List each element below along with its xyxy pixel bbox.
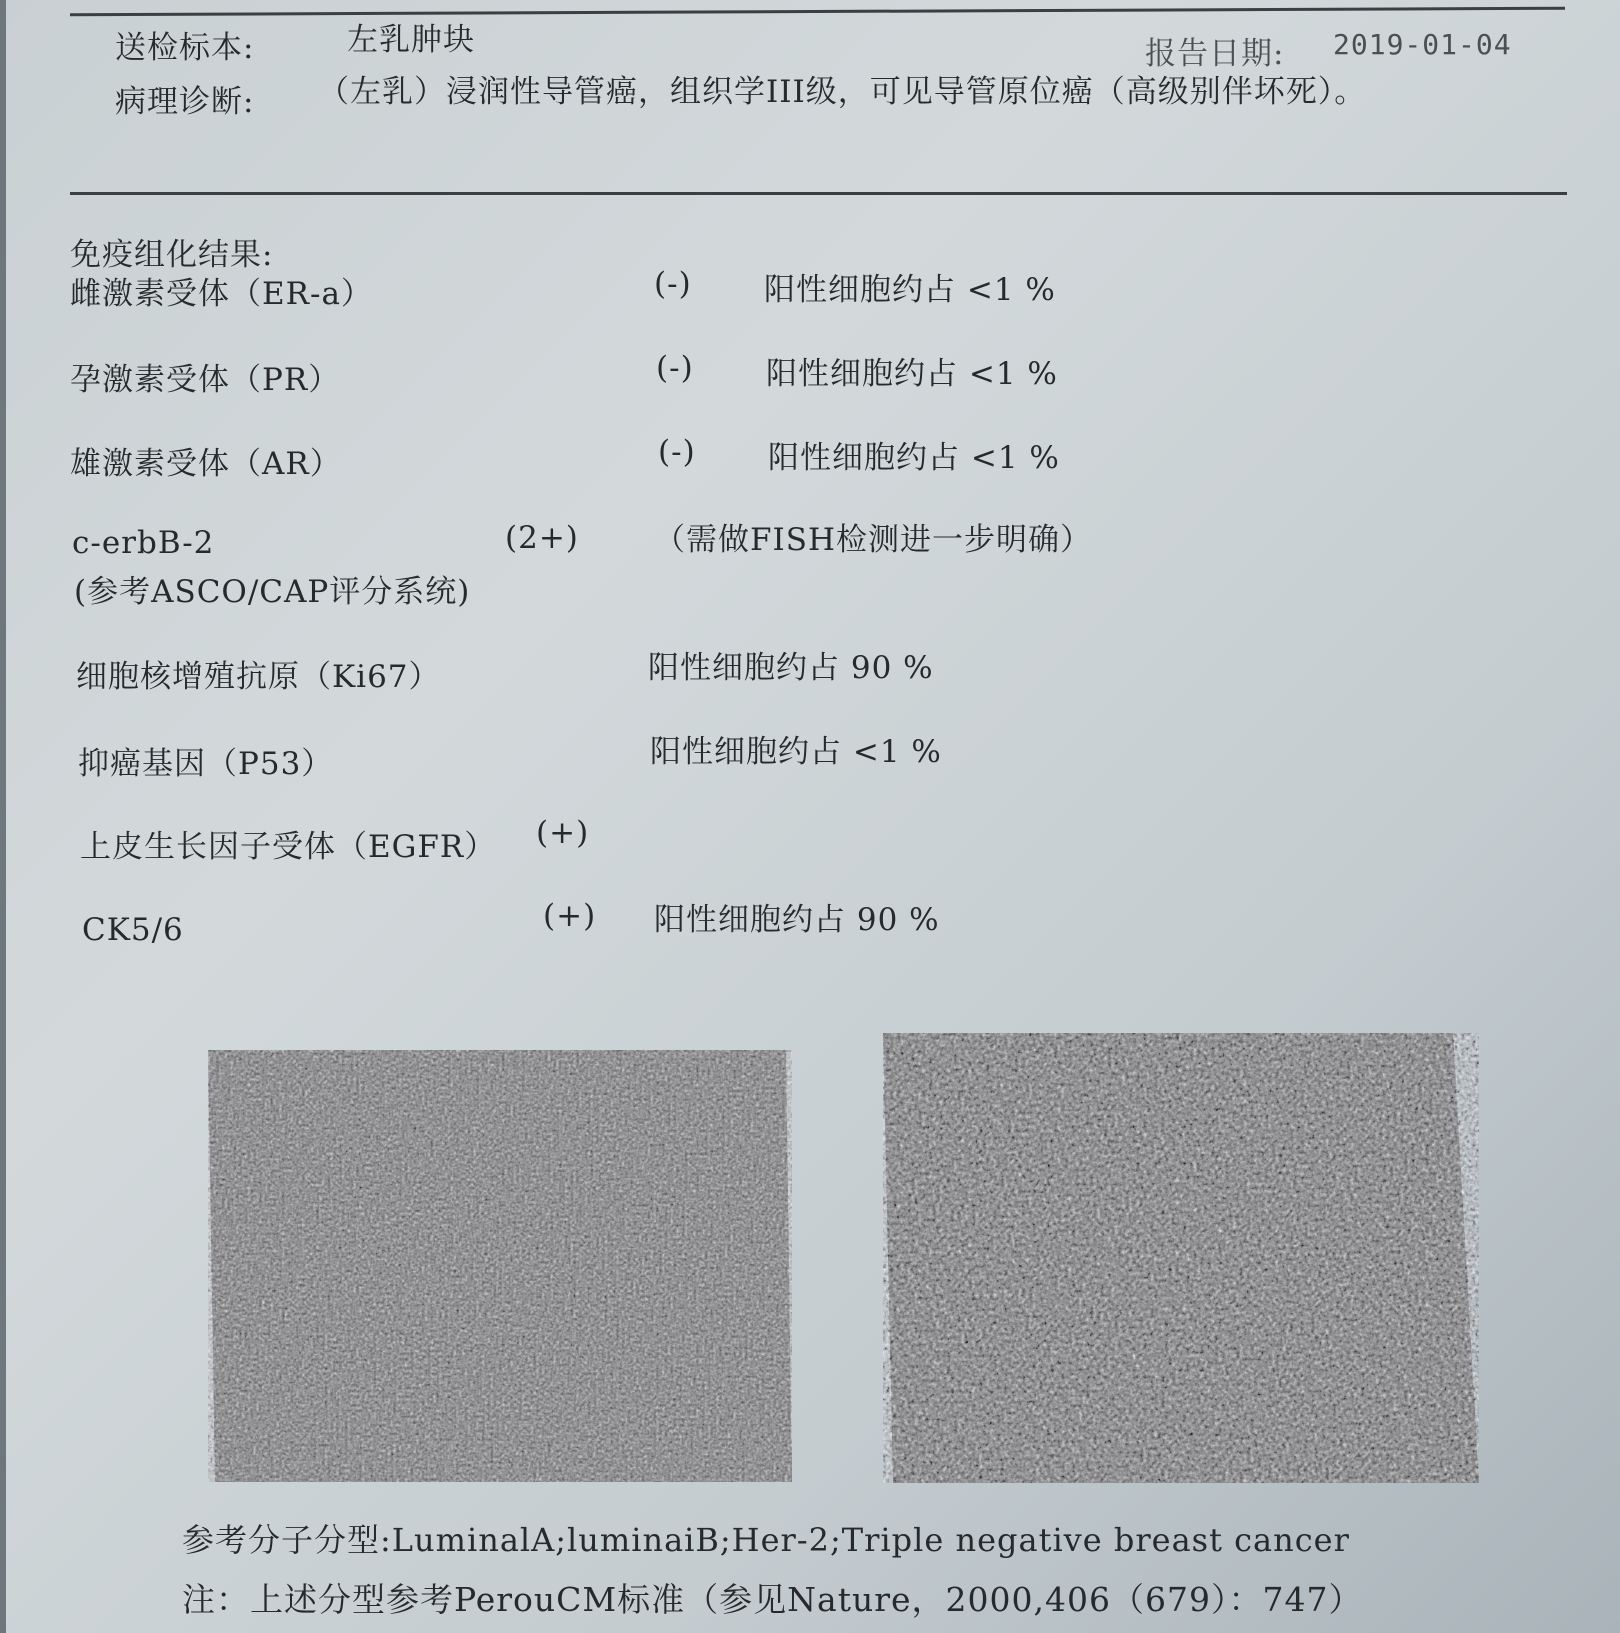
- diagnosis-label: 病理诊断:: [115, 84, 255, 120]
- marker-result: (-): [658, 434, 696, 470]
- marker-detail: 阳性细胞约占 <1 %: [768, 440, 1060, 476]
- marker-detail: 阳性细胞约占 <1 %: [650, 734, 942, 770]
- marker-result: (+): [536, 815, 590, 851]
- marker-name: 雌激素受体（ER-a）: [70, 276, 373, 312]
- marker-result: (2+): [505, 520, 579, 556]
- marker-subnote: (参考ASCO/CAP评分系统): [74, 574, 471, 610]
- marker-detail: （需做FISH检测进一步明确）: [654, 522, 1093, 558]
- marker-name: c-erbB-2: [72, 525, 215, 561]
- specimen-label: 送检标本:: [115, 30, 255, 66]
- marker-result: (-): [654, 266, 692, 302]
- marker-name: 上皮生长因子受体（EGFR）: [80, 829, 497, 865]
- report-date-value: 2019-01-04: [1333, 28, 1512, 61]
- reference-note-line: 注：上述分型参考PerouCM标准（参见Nature，2000,406（679）：747）: [182, 1580, 1363, 1619]
- top-divider: [70, 7, 1565, 17]
- diagnosis-value: （左乳）浸润性导管癌，组织学III级，可见导管原位癌（高级别伴坏死）。: [318, 74, 1367, 110]
- header-divider: [70, 192, 1567, 195]
- page-edge: [0, 0, 6, 1633]
- molecular-subtype-line: 参考分子分型:LuminalA;luminaiB;Her-2;Triple negative breast cancer: [182, 1521, 1350, 1559]
- marker-name: 抑癌基因（P53）: [78, 746, 334, 782]
- marker-detail: 阳性细胞约占 <1 %: [766, 356, 1058, 392]
- specimen-value: 左乳肿块: [347, 22, 475, 58]
- marker-result: (+): [543, 898, 597, 934]
- histology-image-right: [883, 1033, 1479, 1483]
- marker-name: 细胞核增殖抗原（Ki67）: [76, 659, 441, 695]
- marker-detail: 阳性细胞约占 90 %: [654, 902, 940, 938]
- report-date-label: 报告日期:: [1145, 36, 1285, 72]
- marker-name: CK5/6: [82, 912, 184, 948]
- marker-name: 雄激素受体（AR）: [70, 446, 342, 482]
- marker-name: 孕激素受体（PR）: [70, 362, 341, 398]
- ihc-title: 免疫组化结果:: [70, 237, 274, 273]
- marker-result: (-): [656, 350, 694, 386]
- marker-detail: 阳性细胞约占 <1 %: [764, 272, 1056, 308]
- marker-detail: 阳性细胞约占 90 %: [648, 650, 934, 686]
- histology-image-left: [208, 1050, 792, 1482]
